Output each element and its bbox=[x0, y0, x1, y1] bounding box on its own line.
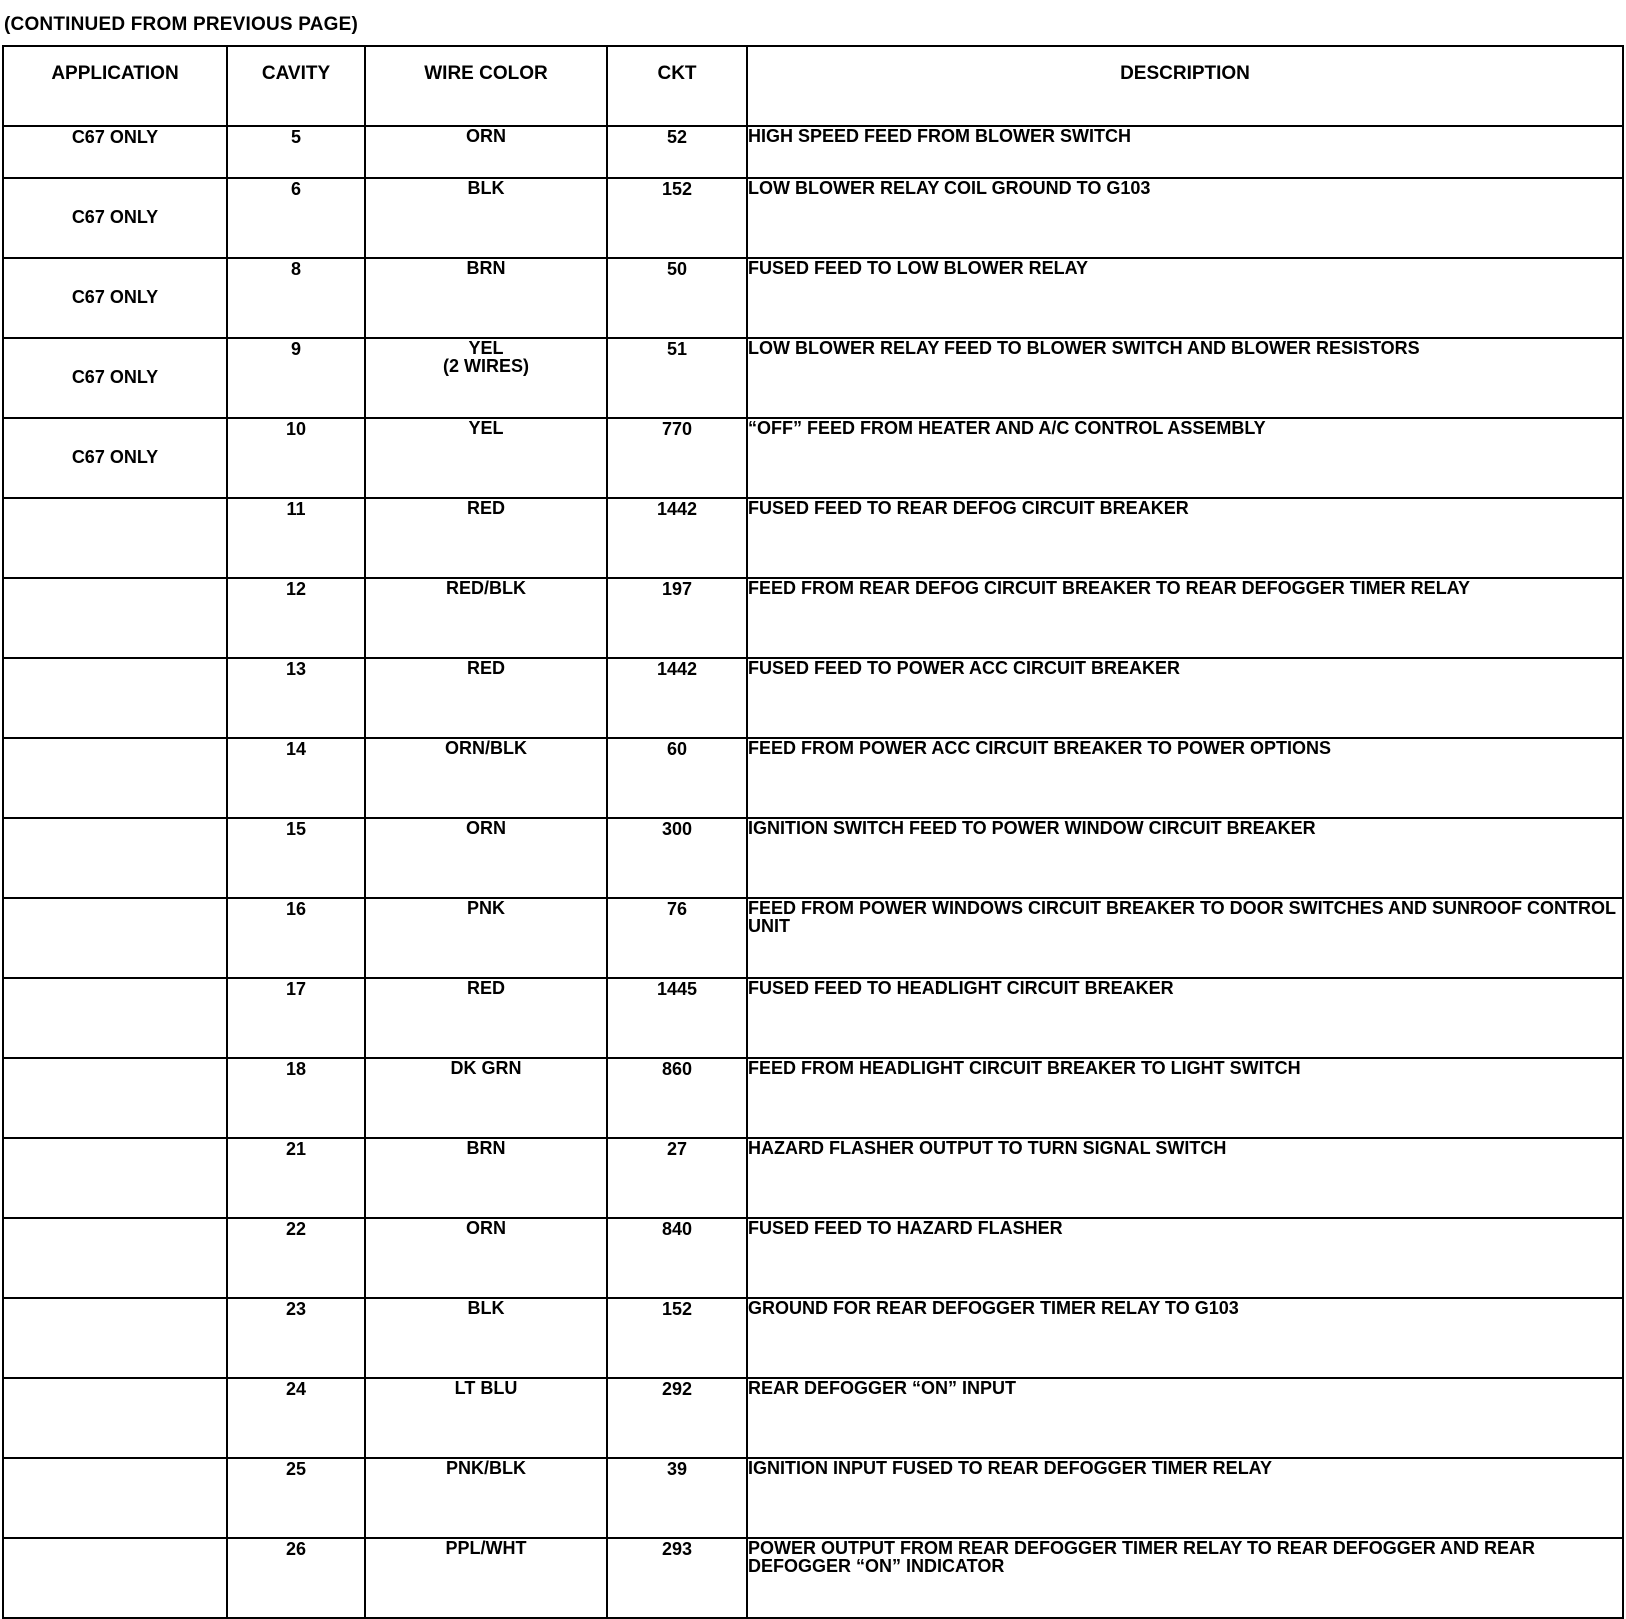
cell-ckt: 1442 bbox=[607, 498, 747, 578]
cell-cavity: 9 bbox=[227, 338, 365, 418]
header-wire-color: WIRE COLOR bbox=[365, 46, 607, 126]
cell-application bbox=[3, 658, 227, 738]
wire-color-value: RED bbox=[466, 498, 505, 518]
cell-application: C67 ONLY bbox=[3, 178, 227, 258]
cell-ckt: 292 bbox=[607, 1378, 747, 1458]
cell-ckt: 39 bbox=[607, 1458, 747, 1538]
header-application: APPLICATION bbox=[3, 46, 227, 126]
cell-description: IGNITION SWITCH FEED TO POWER WINDOW CIRCUIT BREAKER bbox=[747, 818, 1623, 898]
cell-application bbox=[3, 578, 227, 658]
cell-cavity: 6 bbox=[227, 178, 365, 258]
cell-application: C67 ONLY bbox=[3, 338, 227, 418]
cell-application bbox=[3, 1058, 227, 1138]
table-row bbox=[3, 1458, 1623, 1538]
table-row bbox=[3, 178, 1623, 258]
cell-application bbox=[3, 1138, 227, 1218]
cell-description: “OFF” FEED FROM HEATER AND A/C CONTROL ASSEMBLY bbox=[747, 418, 1623, 498]
cell-wire-color bbox=[365, 338, 607, 418]
wire-color-value: ORN bbox=[466, 126, 506, 146]
cell-application bbox=[3, 1298, 227, 1378]
cell-wire-color bbox=[365, 1378, 607, 1458]
cell-cavity: 25 bbox=[227, 1458, 365, 1538]
cell-application bbox=[3, 738, 227, 818]
cell-application bbox=[3, 1538, 227, 1618]
cell-description: LOW BLOWER RELAY COIL GROUND TO G103 bbox=[747, 178, 1623, 258]
cell-wire-color bbox=[365, 1218, 607, 1298]
cell-ckt: 152 bbox=[607, 1298, 747, 1378]
cell-cavity: 26 bbox=[227, 1538, 365, 1618]
cell-description: FEED FROM POWER WINDOWS CIRCUIT BREAKER TO DOOR SWITCHES AND SUNROOF CONTROL UNIT bbox=[747, 898, 1623, 978]
wire-color-value: ORN bbox=[466, 1218, 506, 1238]
cell-wire-color bbox=[365, 1138, 607, 1218]
table-row bbox=[3, 898, 1623, 978]
cell-ckt: 770 bbox=[607, 418, 747, 498]
cell-ckt: 840 bbox=[607, 1218, 747, 1298]
header-description: DESCRIPTION bbox=[747, 46, 1623, 126]
wire-color-value: BLK bbox=[467, 1298, 505, 1318]
cell-description: FUSED FEED TO REAR DEFOG CIRCUIT BREAKER bbox=[747, 498, 1623, 578]
cell-ckt: 293 bbox=[607, 1538, 747, 1618]
cell-ckt: 50 bbox=[607, 258, 747, 338]
cell-application bbox=[3, 1378, 227, 1458]
wire-color-value: ORN/BLK bbox=[445, 738, 527, 758]
cell-cavity: 21 bbox=[227, 1138, 365, 1218]
table-row bbox=[3, 1138, 1623, 1218]
cell-ckt: 60 bbox=[607, 738, 747, 818]
table-row bbox=[3, 1378, 1623, 1458]
cell-description: IGNITION INPUT FUSED TO REAR DEFOGGER TIMER RELAY bbox=[747, 1458, 1623, 1538]
cell-cavity: 15 bbox=[227, 818, 365, 898]
cell-cavity: 8 bbox=[227, 258, 365, 338]
cell-ckt: 27 bbox=[607, 1138, 747, 1218]
cell-description: FUSED FEED TO HAZARD FLASHER bbox=[747, 1218, 1623, 1298]
cell-ckt: 76 bbox=[607, 898, 747, 978]
wire-color-value: BLK bbox=[467, 178, 505, 198]
cell-application: C67 ONLY bbox=[3, 126, 227, 178]
cell-wire-color bbox=[365, 578, 607, 658]
cell-application: C67 ONLY bbox=[3, 418, 227, 498]
cell-application: C67 ONLY bbox=[3, 258, 227, 338]
table-row bbox=[3, 1058, 1623, 1138]
table-body bbox=[3, 126, 1623, 1618]
table-row bbox=[3, 658, 1623, 738]
cell-cavity: 17 bbox=[227, 978, 365, 1058]
cell-ckt: 51 bbox=[607, 338, 747, 418]
wire-color-value: BRN bbox=[466, 1138, 506, 1158]
cell-ckt: 860 bbox=[607, 1058, 747, 1138]
cell-wire-color bbox=[365, 1298, 607, 1378]
cell-wire-color bbox=[365, 178, 607, 258]
cell-description: HAZARD FLASHER OUTPUT TO TURN SIGNAL SWITCH bbox=[747, 1138, 1623, 1218]
wire-color-value: YEL bbox=[468, 338, 504, 358]
cell-wire-color bbox=[365, 126, 607, 178]
cell-description: GROUND FOR REAR DEFOGGER TIMER RELAY TO G103 bbox=[747, 1298, 1623, 1378]
cell-application bbox=[3, 978, 227, 1058]
cell-ckt: 300 bbox=[607, 818, 747, 898]
cell-wire-color bbox=[365, 978, 607, 1058]
table-row bbox=[3, 1298, 1623, 1378]
table-row bbox=[3, 1538, 1623, 1618]
header-row bbox=[3, 46, 1623, 126]
table-row bbox=[3, 578, 1623, 658]
cell-application bbox=[3, 818, 227, 898]
cell-cavity: 5 bbox=[227, 126, 365, 178]
cell-cavity: 10 bbox=[227, 418, 365, 498]
cell-cavity: 11 bbox=[227, 498, 365, 578]
cell-wire-color bbox=[365, 1538, 607, 1618]
table-row bbox=[3, 498, 1623, 578]
cell-description: FUSED FEED TO LOW BLOWER RELAY bbox=[747, 258, 1623, 338]
cell-description: FEED FROM HEADLIGHT CIRCUIT BREAKER TO LIGHT SWITCH bbox=[747, 1058, 1623, 1138]
header-cavity: CAVITY bbox=[227, 46, 365, 126]
cell-cavity: 18 bbox=[227, 1058, 365, 1138]
table-row bbox=[3, 818, 1623, 898]
table-row bbox=[3, 1218, 1623, 1298]
cell-description: REAR DEFOGGER “ON” INPUT bbox=[747, 1378, 1623, 1458]
cell-description: POWER OUTPUT FROM REAR DEFOGGER TIMER RELAY TO REAR DEFOGGER AND REAR DEFOGGER “ON” INDICATOR bbox=[747, 1538, 1623, 1618]
cell-ckt: 1445 bbox=[607, 978, 747, 1058]
cell-application bbox=[3, 1458, 227, 1538]
cell-wire-color bbox=[365, 418, 607, 498]
cell-description: HIGH SPEED FEED FROM BLOWER SWITCH bbox=[747, 126, 1623, 178]
cell-wire-color bbox=[365, 1058, 607, 1138]
wire-color-value: RED bbox=[466, 978, 505, 998]
wire-color-value: PNK/BLK bbox=[446, 1458, 526, 1478]
wire-color-value: LT BLU bbox=[454, 1378, 518, 1398]
table-row bbox=[3, 418, 1623, 498]
cell-wire-color bbox=[365, 818, 607, 898]
wire-color-value: RED/BLK bbox=[446, 578, 526, 598]
cell-description: FEED FROM POWER ACC CIRCUIT BREAKER TO POWER OPTIONS bbox=[747, 738, 1623, 818]
connector-table bbox=[2, 45, 1624, 1619]
cell-description: LOW BLOWER RELAY FEED TO BLOWER SWITCH AND BLOWER RESISTORS bbox=[747, 338, 1623, 418]
wire-color-value: PNK bbox=[466, 898, 505, 918]
cell-ckt: 197 bbox=[607, 578, 747, 658]
cell-cavity: 16 bbox=[227, 898, 365, 978]
continued-caption: (CONTINUED FROM PREVIOUS PAGE) bbox=[4, 14, 358, 35]
header-ckt: CKT bbox=[607, 46, 747, 126]
table-row bbox=[3, 126, 1623, 178]
cell-application bbox=[3, 898, 227, 978]
cell-wire-color bbox=[365, 258, 607, 338]
wire-color-value: YEL bbox=[468, 418, 504, 438]
wire-color-value: DK GRN bbox=[450, 1058, 522, 1078]
cell-cavity: 24 bbox=[227, 1378, 365, 1458]
cell-wire-color bbox=[365, 1458, 607, 1538]
cell-cavity: 23 bbox=[227, 1298, 365, 1378]
cell-application bbox=[3, 498, 227, 578]
cell-description: FUSED FEED TO HEADLIGHT CIRCUIT BREAKER bbox=[747, 978, 1623, 1058]
cell-description: FUSED FEED TO POWER ACC CIRCUIT BREAKER bbox=[747, 658, 1623, 738]
cell-ckt: 152 bbox=[607, 178, 747, 258]
table-row bbox=[3, 738, 1623, 818]
wire-color-value: BRN bbox=[466, 258, 506, 278]
wire-color-value: RED bbox=[466, 658, 505, 678]
cell-ckt: 52 bbox=[607, 126, 747, 178]
table-row bbox=[3, 338, 1623, 418]
wire-color-note: (2 WIRES) bbox=[442, 356, 529, 376]
table-row bbox=[3, 978, 1623, 1058]
cell-wire-color bbox=[365, 738, 607, 818]
cell-description: FEED FROM REAR DEFOG CIRCUIT BREAKER TO REAR DEFOGGER TIMER RELAY bbox=[747, 578, 1623, 658]
cell-wire-color bbox=[365, 898, 607, 978]
cell-wire-color bbox=[365, 498, 607, 578]
cell-cavity: 14 bbox=[227, 738, 365, 818]
cell-cavity: 13 bbox=[227, 658, 365, 738]
wire-color-value: ORN bbox=[466, 818, 506, 838]
cell-cavity: 12 bbox=[227, 578, 365, 658]
cell-cavity: 22 bbox=[227, 1218, 365, 1298]
wire-color-value: PPL/WHT bbox=[445, 1538, 527, 1558]
cell-application bbox=[3, 1218, 227, 1298]
cell-wire-color bbox=[365, 658, 607, 738]
table-row bbox=[3, 258, 1623, 338]
cell-ckt: 1442 bbox=[607, 658, 747, 738]
